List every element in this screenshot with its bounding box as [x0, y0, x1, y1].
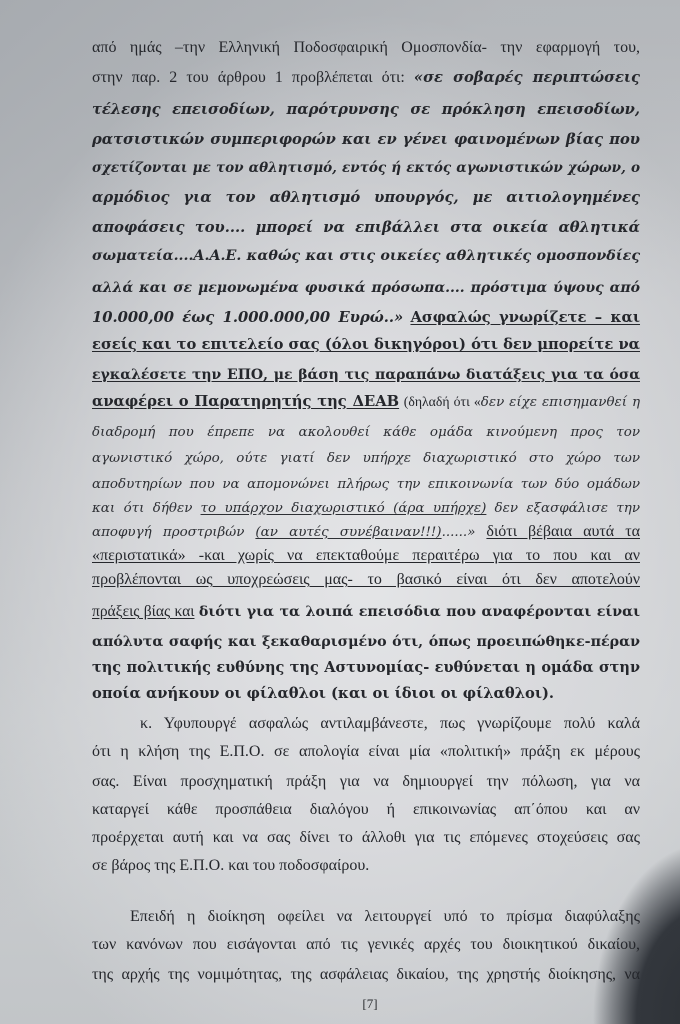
body-line [92, 854, 640, 878]
quoted-report-text: αποφυγή προστριβών [92, 525, 245, 540]
body-line [92, 276, 640, 300]
body-line [92, 740, 640, 764]
quoted-law-text: αρμόδιος για τον αθλητισμό υπουργός, με αιτιολογημένες [92, 189, 640, 206]
body-line [92, 682, 640, 706]
underlined-text: διότι βέβαια αυτά τα [486, 523, 640, 540]
body-text: προέρχεται αυτή και να σας δίνει το άλλοθι για τις επόμενες στοχεύσεις σας [92, 829, 640, 846]
body-text: κ. Υφυπουργέ ασφαλώς αντιλαμβάνεστε, πως γνωρίζουμε πολύ καλά [140, 715, 640, 732]
quoted-law-text: τέλεσης επεισοδίων, παρότρυνσης σε πρόκληση επεισοδίων, [92, 101, 640, 118]
emphasized-underlined-text: εσείς και το επιτελείο σας (όλοι δικηγόροι) ότι δεν μπορείτε να [92, 336, 640, 353]
body-line [92, 244, 640, 268]
quoted-report-text: δεν εξασφάλισε την [494, 501, 640, 516]
body-line [92, 630, 640, 654]
quoted-law-text: αλλά και σε μεμονωμένα φυσικά πρόσωπα.... πρόστιμα ύψους από [92, 280, 640, 296]
emphasized-underlined-text: Ασφαλώς γνωρίζετε – και [410, 309, 641, 326]
quoted-law-text: αποφάσεις του.... μπορεί να επιβάλλει στα οικεία αθλητικά [92, 219, 640, 236]
body-line [92, 306, 640, 330]
body-line [92, 472, 640, 497]
body-text: από ημάς –την Ελληνική Ποδοσφαιρική Ομοσπονδία- την εφαρμογή του, [92, 39, 640, 56]
quoted-report-text: δεν είχε επισημανθεί η [480, 395, 641, 410]
underlined-quoted-text: (αν αυτές συνέβαιναν!!!) [255, 525, 442, 540]
emphasized-underlined-text: αναφέρει ο Παρατηρητής της ΔΕΑΒ [92, 393, 400, 410]
body-line [130, 905, 640, 929]
quoted-report-text: διαδρομή που έπρεπε να ακολουθεί κάθε ομάδα κινούμενη προς τον [92, 425, 640, 440]
underlined-text: πράξεις βίας και [92, 603, 195, 620]
body-line [92, 36, 640, 60]
bold-text: της πολιτικής ευθύνης της Αστυνομίας- ευθύνεται η ομάδα στην [92, 659, 640, 676]
body-line [92, 933, 640, 957]
body-line [92, 420, 640, 445]
underlined-text: «περιστατικά» -και χωρίς να επεκταθούμε περαιτέρω για το που και αν [92, 547, 640, 564]
quoted-report-text: ......» [441, 525, 476, 540]
body-line [92, 798, 640, 822]
body-line [140, 712, 640, 736]
bold-text: απόλυτα σαφής και ξεκαθαρισμένο ότι, όπως προειπώθηκε-πέραν [92, 634, 640, 650]
emphasized-underlined-text: εγκαλέσετε την ΕΠΟ, με βάση τις παραπάνω διατάξεις για τα όσα [92, 367, 640, 383]
body-line [92, 544, 640, 568]
body-text: σας. Είναι προσχηματική πράξη για να δημιουργεί την πόλωση, για να [92, 773, 640, 790]
body-line [92, 156, 640, 180]
quoted-law-text: 10.000,00 έως 1.000.000,00 Ευρώ..» [92, 309, 404, 326]
body-line [92, 826, 640, 850]
bold-text: οποία ανήκουν οι φίλαθλοι (και οι ίδιοι οι φίλαθλοι). [92, 685, 555, 702]
body-line [92, 216, 640, 240]
body-text: ότι η κλήση της Ε.Π.Ο. σε απολογία είναι μία «πολιτική» πράξη εκ μέρους [92, 743, 640, 760]
page-number: [7] [362, 996, 378, 1011]
body-text: Επειδή η διοίκηση οφείλει να λειτουργεί υπό το πρίσμα διαφύλαξης [130, 908, 640, 925]
body-text: (δηλαδή ότι « [403, 394, 481, 409]
quoted-law-text: «σε σοβαρές περιπτώσεις [413, 69, 640, 86]
underlined-quoted-text: το υπάρχον διαχωριστικό (άρα υπήρχε) [200, 501, 487, 516]
body-line [92, 770, 640, 794]
body-text: της αρχής της νομιμότητας, της ασφάλειας δικαίου, της χρηστής διοίκησης, να [92, 966, 640, 983]
body-line [92, 520, 640, 545]
quoted-law-text: σχετίζονται με τον αθλητισμό, εντός ή εκτός αγωνιστικών χώρων, ο [92, 160, 640, 176]
body-text: καταργεί κάθε προσπάθεια διαλόγου ή επικοινωνίας απ΄όπου και αν [92, 801, 640, 818]
body-line [92, 66, 640, 90]
body-text: των κανόνων που εισάγονται από τις γενικές αρχές του διοικητικού δικαίου, [92, 936, 640, 953]
body-line [92, 963, 640, 987]
body-line [92, 496, 640, 521]
underlined-text: προβλέπονται ως υποχρεώσεις μας- το βασικό είναι ότι δεν αποτελούν [92, 571, 640, 588]
body-line [92, 128, 640, 152]
bold-text: διότι για τα λοιπά επεισόδια που αναφέρονται είναι [198, 604, 641, 620]
body-text: στην παρ. 2 του άρθρου 1 προβλέπεται ότι: [92, 69, 405, 86]
quoted-report-text: αγωνιστικό χώρο, ούτε γιατί δεν υπήρχε διαχωριστικό στο χώρο των [92, 451, 640, 466]
body-line [92, 390, 640, 415]
body-line [92, 186, 640, 210]
body-line [92, 98, 640, 122]
body-line [92, 568, 640, 592]
body-text: σε βάρος της Ε.Π.Ο. και του ποδοσφαίρου. [92, 857, 370, 874]
body-line [92, 446, 640, 471]
quoted-law-text: ρατσιστικών συμπεριφορών και εν γένει φαινομένων βίας που [92, 131, 640, 148]
quoted-law-text: σωματεία....Α.Α.Ε. καθώς και στις οικείες αθλητικές ομοσπονδίες [92, 248, 640, 264]
body-line [92, 333, 640, 357]
quoted-report-text: αποδυτηρίων που να απομονώνει πλήρως την επικοινωνία των δύο ομάδων [92, 477, 640, 492]
body-line [92, 363, 640, 387]
quoted-report-text: και ότι δήθεν [92, 501, 193, 516]
body-line [92, 656, 640, 680]
body-line [92, 600, 640, 624]
